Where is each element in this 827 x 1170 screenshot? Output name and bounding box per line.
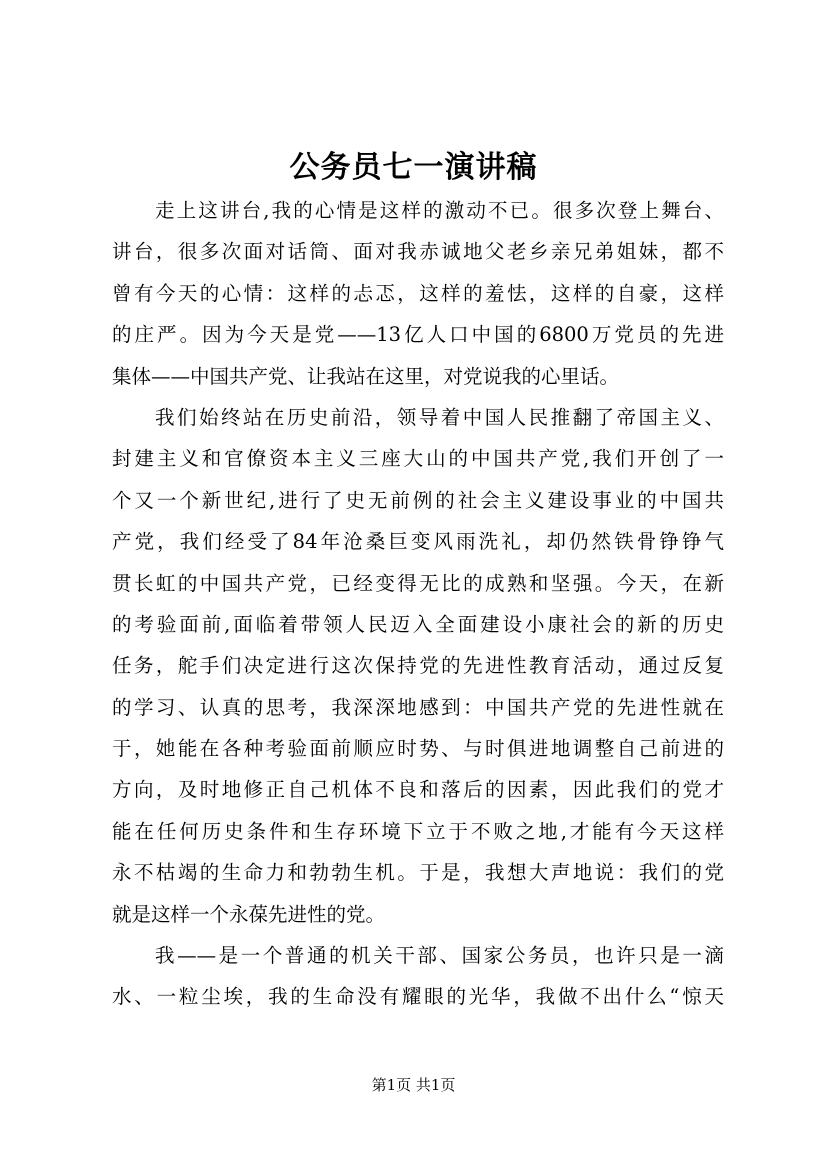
- paragraph-1-line-2: 讲台，很多次面对话筒、面对我赤诚地父老乡亲兄弟姐妹，都不: [112, 240, 724, 264]
- paragraph-2-line-11: 能在任何历史条件和生存环境下立于不败之地,才能有今天这样: [112, 819, 724, 843]
- paragraph-1-line-3: 曾有今天的心情：这样的忐忑，这样的羞怯，这样的自豪，这样: [112, 281, 724, 305]
- paragraph-2-line-2: 封建主义和官僚资本主义三座大山的中国共产党,我们开创了一: [112, 447, 724, 471]
- paragraph-2-line-13: 就是这样一个永葆先进性的党。: [112, 902, 386, 926]
- paragraph-1-line-5: 集体——中国共产党、让我站在这里，对党说我的心里话。: [112, 364, 620, 388]
- paragraph-2-line-1: 我们始终站在历史前沿，领导着中国人民推翻了帝国主义、: [155, 405, 724, 429]
- paragraph-3-line-2: 水、一粒尘埃，我的生命没有耀眼的光华，我做不出什么“惊天: [112, 985, 724, 1009]
- paragraph-1-line-4: 的庄严。因为今天是党——13亿人口中国的6800万党员的先进: [112, 323, 724, 347]
- document-title: 公务员七一演讲稿: [289, 150, 538, 185]
- document-body: [112, 190, 724, 1018]
- paragraph-3-line-1: 我——是一个普通的机关干部、国家公务员，也许只是一滴: [155, 944, 724, 968]
- paragraph-2-line-5: 贯长虹的中国共产党，已经变得无比的成熟和坚强。今天，在新: [112, 571, 724, 595]
- paragraph-1-line-1: 走上这讲台,我的心情是这样的激动不已。很多次登上舞台、: [155, 199, 724, 222]
- paragraph-2-line-12: 永不枯竭的生命力和勃勃生机。于是，我想大声地说：我们的党: [112, 861, 724, 885]
- paragraph-2-line-7: 任务，舵手们决定进行这次保持党的先进性教育活动，通过反复: [112, 654, 724, 678]
- page-footer: 第1页 共1页: [371, 1076, 456, 1094]
- paragraph-2-line-4: 产党，我们经受了84年沧桑巨变风雨洗礼，却仍然铁骨铮铮气: [112, 530, 724, 554]
- paragraph-2-line-6: 的考验面前,面临着带领人民迈入全面建设小康社会的新的历史: [112, 612, 724, 636]
- paragraph-2-line-10: 方向，及时地修正自己机体不良和落后的因素，因此我们的党才: [112, 778, 724, 802]
- paragraph-2-line-9: 于，她能在各种考验面前顺应时势、与时俱进地调整自己前进的: [112, 737, 724, 761]
- paragraph-2-line-8: 的学习、认真的思考，我深深地感到：中国共产党的先进性就在: [112, 695, 724, 719]
- paragraph-2-line-3: 个又一个新世纪,进行了史无前例的社会主义建设事业的中国共: [112, 488, 724, 512]
